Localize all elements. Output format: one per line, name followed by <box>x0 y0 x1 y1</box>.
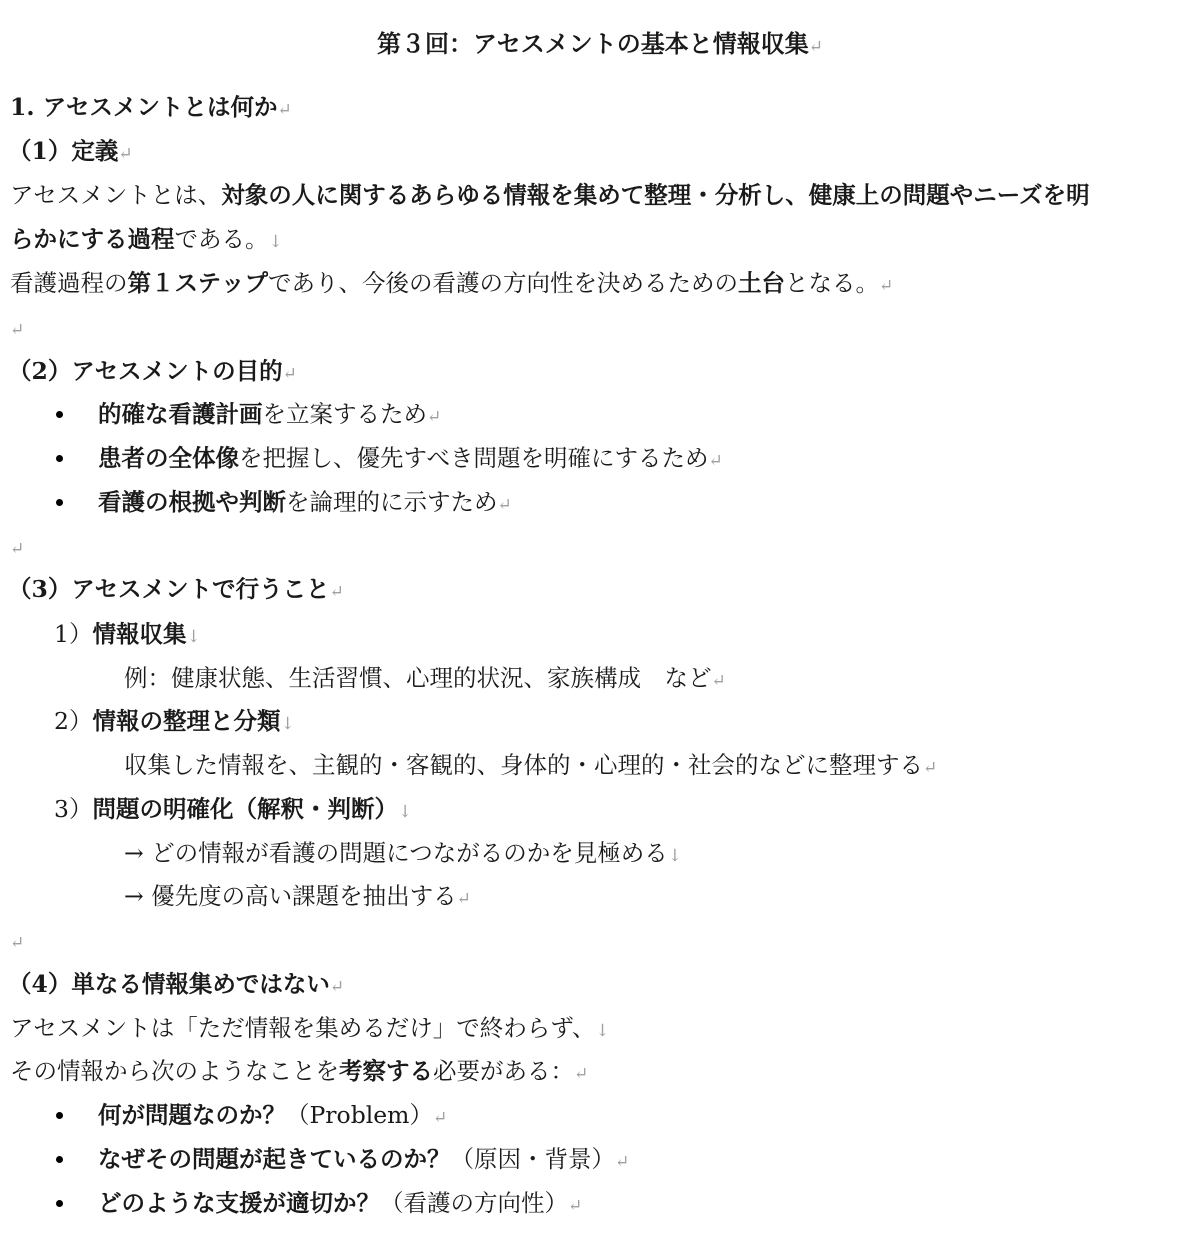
bullet-item: なぜその問題が起きているのか？（原因・背景）↵ <box>0 1143 629 1175</box>
bullet-icon <box>56 411 63 418</box>
step-detail: 例：健康状態、生活習慣、心理的状況、家族構成 など↵ <box>124 664 726 692</box>
paragraph-mark: ↵ <box>708 451 723 471</box>
bold-text: 対象の人に関するあらゆる情報を集めて整理・分析し、健康上の問題やニーズを明 <box>221 181 1090 209</box>
subsection-heading: （2）アセスメントの目的↵ <box>8 357 297 385</box>
numbered-step: 3）問題の明確化（解釈・判断）↓ <box>54 795 413 823</box>
paragraph-mark: ↵ <box>923 758 938 778</box>
body-paragraph-cont: その情報から次のようなことを考察する必要がある：↵ <box>10 1057 589 1085</box>
bullet-item: 患者の全体像を把握し、優先すべき問題を明確にするため↵ <box>0 442 723 474</box>
step-detail: → どの情報が看護の問題につながるのかを見極める↓ <box>124 839 682 867</box>
step-detail: 収集した情報を、主観的・客観的、身体的・心理的・社会的などに整理する↵ <box>124 751 938 779</box>
bullet-item: 看護の根拠や判断を論理的に示すため↵ <box>0 486 512 518</box>
paragraph-mark: ↵ <box>427 407 442 427</box>
paragraph-mark: ↵ <box>329 582 344 602</box>
definition-paragraph-2: 看護過程の第１ステップであり、今後の看護の方向性を決めるための土台となる。↵ <box>10 269 894 297</box>
subsection-heading: （3）アセスメントで行うこと↵ <box>8 575 344 603</box>
paragraph-mark: ↵ <box>879 276 894 296</box>
bullet-item: どのような支援が適切か？（看護の方向性）↵ <box>0 1187 582 1219</box>
body-paragraph: アセスメントは「ただ情報を集めるだけ」で終わらず、↓ <box>10 1014 610 1042</box>
bullet-icon <box>56 1200 63 1207</box>
line-break-mark: ↓ <box>268 232 283 252</box>
line-break-mark: ↓ <box>595 1021 610 1041</box>
subsection-heading: （1）定義↵ <box>8 137 133 165</box>
definition-paragraph-cont: らかにする過程である。↓ <box>10 225 283 253</box>
paragraph-mark: ↵ <box>497 495 512 515</box>
document-title: 第３回：アセスメントの基本と情報収集↵ <box>376 29 823 58</box>
line-break-mark: ↓ <box>667 846 682 866</box>
bullet-icon <box>56 499 63 506</box>
line-break-mark: ↓ <box>186 627 201 647</box>
paragraph-mark: ↵ <box>456 889 471 909</box>
bullet-item: 何が問題なのか？（Problem）↵ <box>0 1099 447 1131</box>
paragraph-mark: ↵ <box>282 364 297 384</box>
paragraph-mark: ↵ <box>10 320 25 340</box>
bullet-icon <box>56 1112 63 1119</box>
empty-paragraph <box>10 530 24 562</box>
empty-paragraph <box>10 924 24 956</box>
section-heading: 1. アセスメントとは何か↵ <box>10 93 292 121</box>
paragraph-mark: ↵ <box>10 539 25 559</box>
paragraph-mark: ↵ <box>277 100 292 120</box>
paragraph-mark: ↵ <box>574 1064 589 1084</box>
paragraph-mark: ↵ <box>329 977 345 997</box>
subsection-heading: （4）単なる情報集めではない↵ <box>8 970 345 998</box>
empty-paragraph <box>10 311 24 343</box>
line-break-mark: ↓ <box>280 714 295 734</box>
paragraph-mark: ↵ <box>10 933 25 953</box>
line-break-mark: ↓ <box>397 802 413 822</box>
bold-text: らかにする過程 <box>10 225 175 253</box>
paragraph-mark: ↵ <box>711 671 726 691</box>
numbered-step: 1）情報収集↓ <box>54 620 201 648</box>
bullet-icon <box>56 1156 63 1163</box>
bullet-icon <box>56 455 63 462</box>
paragraph-mark: ↵ <box>432 1108 448 1128</box>
numbered-step: 2）情報の整理と分類↓ <box>54 707 295 735</box>
paragraph-mark: ↵ <box>568 1196 583 1216</box>
definition-paragraph: アセスメントとは、対象の人に関するあらゆる情報を集めて整理・分析し、健康上の問題やニーズを明 <box>10 181 1090 209</box>
bullet-item: 的確な看護計画を立案するため↵ <box>0 398 441 430</box>
paragraph-mark: ↵ <box>808 37 823 57</box>
step-detail: → 優先度の高い課題を抽出する↵ <box>124 882 471 910</box>
paragraph-mark: ↵ <box>118 144 133 164</box>
paragraph-mark: ↵ <box>615 1152 630 1172</box>
